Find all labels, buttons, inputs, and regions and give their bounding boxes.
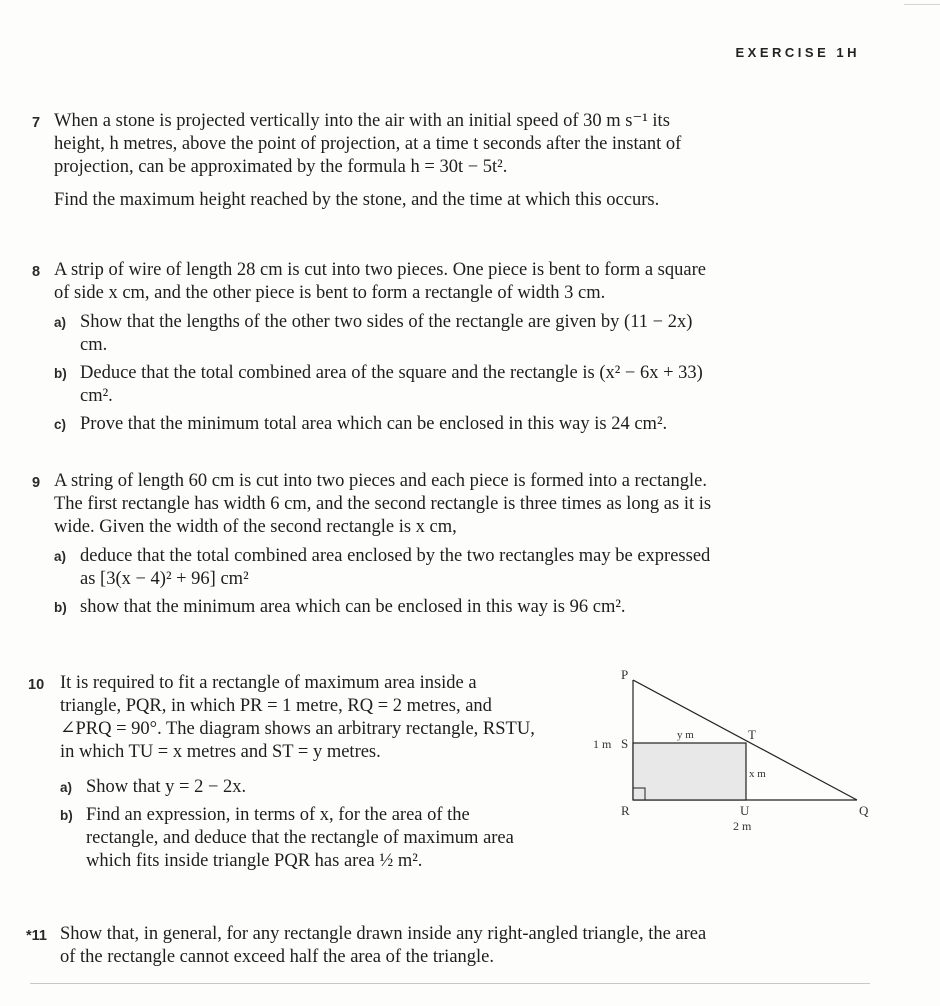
exercise-header: EXERCISE 1H — [735, 45, 860, 60]
part-label: b) — [54, 600, 67, 615]
question-text: A strip of wire of length 28 cm is cut into two pieces. One piece is bent to form a square of side x cm, and the other piece is bent to form a rectangle of width 3 cm. — [54, 260, 706, 303]
label-rq-length: 2 m — [733, 819, 752, 833]
question-number: *11 — [26, 928, 47, 944]
label-r: R — [621, 803, 630, 818]
part-text: show that the minimum area which can be enclosed in this way is 96 cm². — [80, 597, 626, 617]
question-8 — [32, 259, 712, 436]
part-label: a) — [54, 549, 67, 564]
label-st-length: y m — [677, 729, 694, 741]
part-label: b) — [54, 366, 67, 381]
part-text: deduce that the total combined area enclosed by the two rectangles may be expressed as [3(x − 4)² + 96] cm² — [80, 546, 711, 589]
part-text: Deduce that the total combined area of the square and the rectangle is (x² − 6x + 33) cm². — [80, 363, 703, 406]
part-b — [60, 804, 542, 873]
label-p: P — [621, 667, 629, 682]
question-text: When a stone is projected vertically into the air with an initial speed of 30 m s⁻¹ its height, h metres, above the point of projection, at a time t seconds after the instant of projection, can be approximated by the formula h = 30t − 5t². — [54, 111, 682, 177]
question-10 — [28, 672, 542, 873]
page-bottom-rule — [30, 983, 870, 984]
part-a — [54, 311, 712, 357]
rectangle-rstu — [633, 743, 746, 800]
part-text: Prove that the minimum total area which can be enclosed in this way is 24 cm². — [80, 414, 668, 434]
question-7 — [32, 110, 712, 222]
label-q: Q — [859, 803, 869, 818]
question-11 — [26, 923, 726, 979]
question-number: 9 — [32, 475, 41, 491]
question-9 — [32, 470, 712, 619]
label-tu-length: x m — [749, 768, 766, 780]
part-a — [60, 776, 542, 799]
part-a — [54, 545, 712, 591]
question-number: 10 — [28, 677, 45, 693]
question-number: 8 — [32, 264, 41, 280]
question-text: It is required to fit a rectangle of maximum area inside a triangle, PQR, in which PR = 1 metre, RQ = 2 metres, and ∠PRQ = 90°. The diagram shows an arbitrary rectangle, RSTU, in which TU = x metres and ST = y metres. — [60, 673, 535, 762]
part-text: Show that the lengths of the other two sides of the rectangle are given by (11 − 2x) cm. — [80, 312, 693, 355]
part-b — [54, 362, 712, 408]
part-text: Find an expression, in terms of x, for the area of the rectangle, and deduce that the rectangle of maximum area which fits inside triangle PQR has area ½ m². — [86, 805, 514, 871]
part-label: a) — [60, 780, 73, 795]
part-label: c) — [54, 417, 67, 432]
label-s: S — [621, 736, 629, 751]
part-label: b) — [60, 808, 73, 823]
question-number: 7 — [32, 115, 41, 131]
part-b — [54, 596, 712, 619]
label-u: U — [740, 803, 750, 818]
question-text: Show that, in general, for any rectangle drawn inside any right-angled triangle, the area of the rectangle cannot exceed half the area of the triangle. — [60, 924, 707, 967]
triangle-pqr-diagram — [585, 665, 885, 840]
part-text: Show that y = 2 − 2x. — [86, 777, 247, 797]
question-text: A string of length 60 cm is cut into two pieces and each piece is formed into a rectangle. The first rectangle has width 6 cm, and the second rectangle is three times as long as it is wide. Given the width of the second rectangle is x cm, — [54, 471, 712, 537]
question-task: Find the maximum height reached by the stone, and the time at which this occurs. — [54, 190, 660, 210]
label-pr-length: 1 m — [593, 737, 612, 751]
label-t: T — [748, 727, 756, 742]
part-label: a) — [54, 315, 67, 330]
scan-edge-mark — [904, 4, 940, 5]
part-c — [54, 413, 712, 436]
